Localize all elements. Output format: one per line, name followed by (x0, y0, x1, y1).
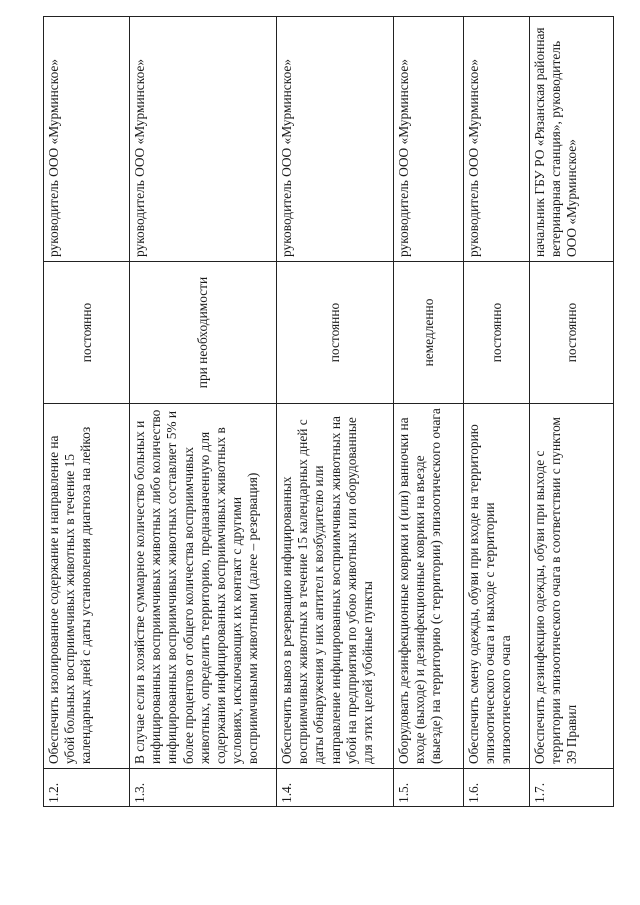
table-row (277, 17, 394, 807)
deadline-cell: немедленно (394, 262, 464, 404)
measure-text: Оборудовать дезинфекционные коврики и (или) ванночки на входе (выходе) и дезинфекционные коврики на въезде (выезде) на территорию (с территории) эпизоотического очага (394, 404, 464, 769)
deadline-cell: постоянно (44, 262, 130, 404)
responsible-cell: руководитель ООО «Мурминское» (277, 17, 394, 262)
row-number: 1.3. (130, 769, 277, 807)
row-number: 1.6. (464, 769, 530, 807)
responsible-cell: руководитель ООО «Мурминское» (130, 17, 277, 262)
row-number: 1.2. (44, 769, 130, 807)
measure-text: В случае если в хозяйстве суммарное количество больных и инфицированных восприимчивых животных либо количество инфицированных восприимчивых животных составляет 5% и более процентов от общего количества восприимчивых животных, определить территорию, предназначенную для содержания инфицированных восприимчивых животных в условиях, исключающих их контакт с другими восприимчивыми животными (далее – резервация) (130, 404, 277, 769)
responsible-cell: руководитель ООО «Мурминское» (394, 17, 464, 262)
measure-text: Обеспечить дезинфекцию одежды, обуви при выходе с территории эпизоотического очага в соответствии с пунктом 39 Правил (530, 404, 614, 769)
table-row (464, 17, 530, 807)
deadline-cell: постоянно (464, 262, 530, 404)
measure-text: Обеспечить изолированное содержание и направление на убой больных восприимчивых животных в течение 15 календарных дней с даты установления диагноза на лейкоз (44, 404, 130, 769)
table-row (44, 17, 130, 807)
table-row (130, 17, 277, 807)
rotated-table-area (43, 17, 613, 807)
responsible-cell: руководитель ООО «Мурминское» (464, 17, 530, 262)
deadline-cell: постоянно (530, 262, 614, 404)
deadline-cell: при необходимости (130, 262, 277, 404)
row-number: 1.5. (394, 769, 464, 807)
measure-text: Обеспечить вывоз в резервацию инфицированных восприимчивых животных в течение 15 календарных дней с даты обнаружения у них антител к возбудителю или направление инфицированных восприимчивых животных на убой на предприятия по убою животных или оборудованные для этих целей убойные пункты (277, 404, 394, 769)
row-number: 1.7. (530, 769, 614, 807)
responsible-cell: начальник ГБУ РО «Рязанская районная ветеринарная станция», руководитель ООО «Мурминское» (530, 17, 614, 262)
row-number: 1.4. (277, 769, 394, 807)
responsible-cell: руководитель ООО «Мурминское» (44, 17, 130, 262)
deadline-cell: постоянно (277, 262, 394, 404)
measures-table (43, 16, 614, 807)
table-row (394, 17, 464, 807)
measure-text: Обеспечить смену одежды, обуви при входе на территорию эпизоотического очага и выходе с территории эпизоотического очага (464, 404, 530, 769)
table-row (530, 17, 614, 807)
